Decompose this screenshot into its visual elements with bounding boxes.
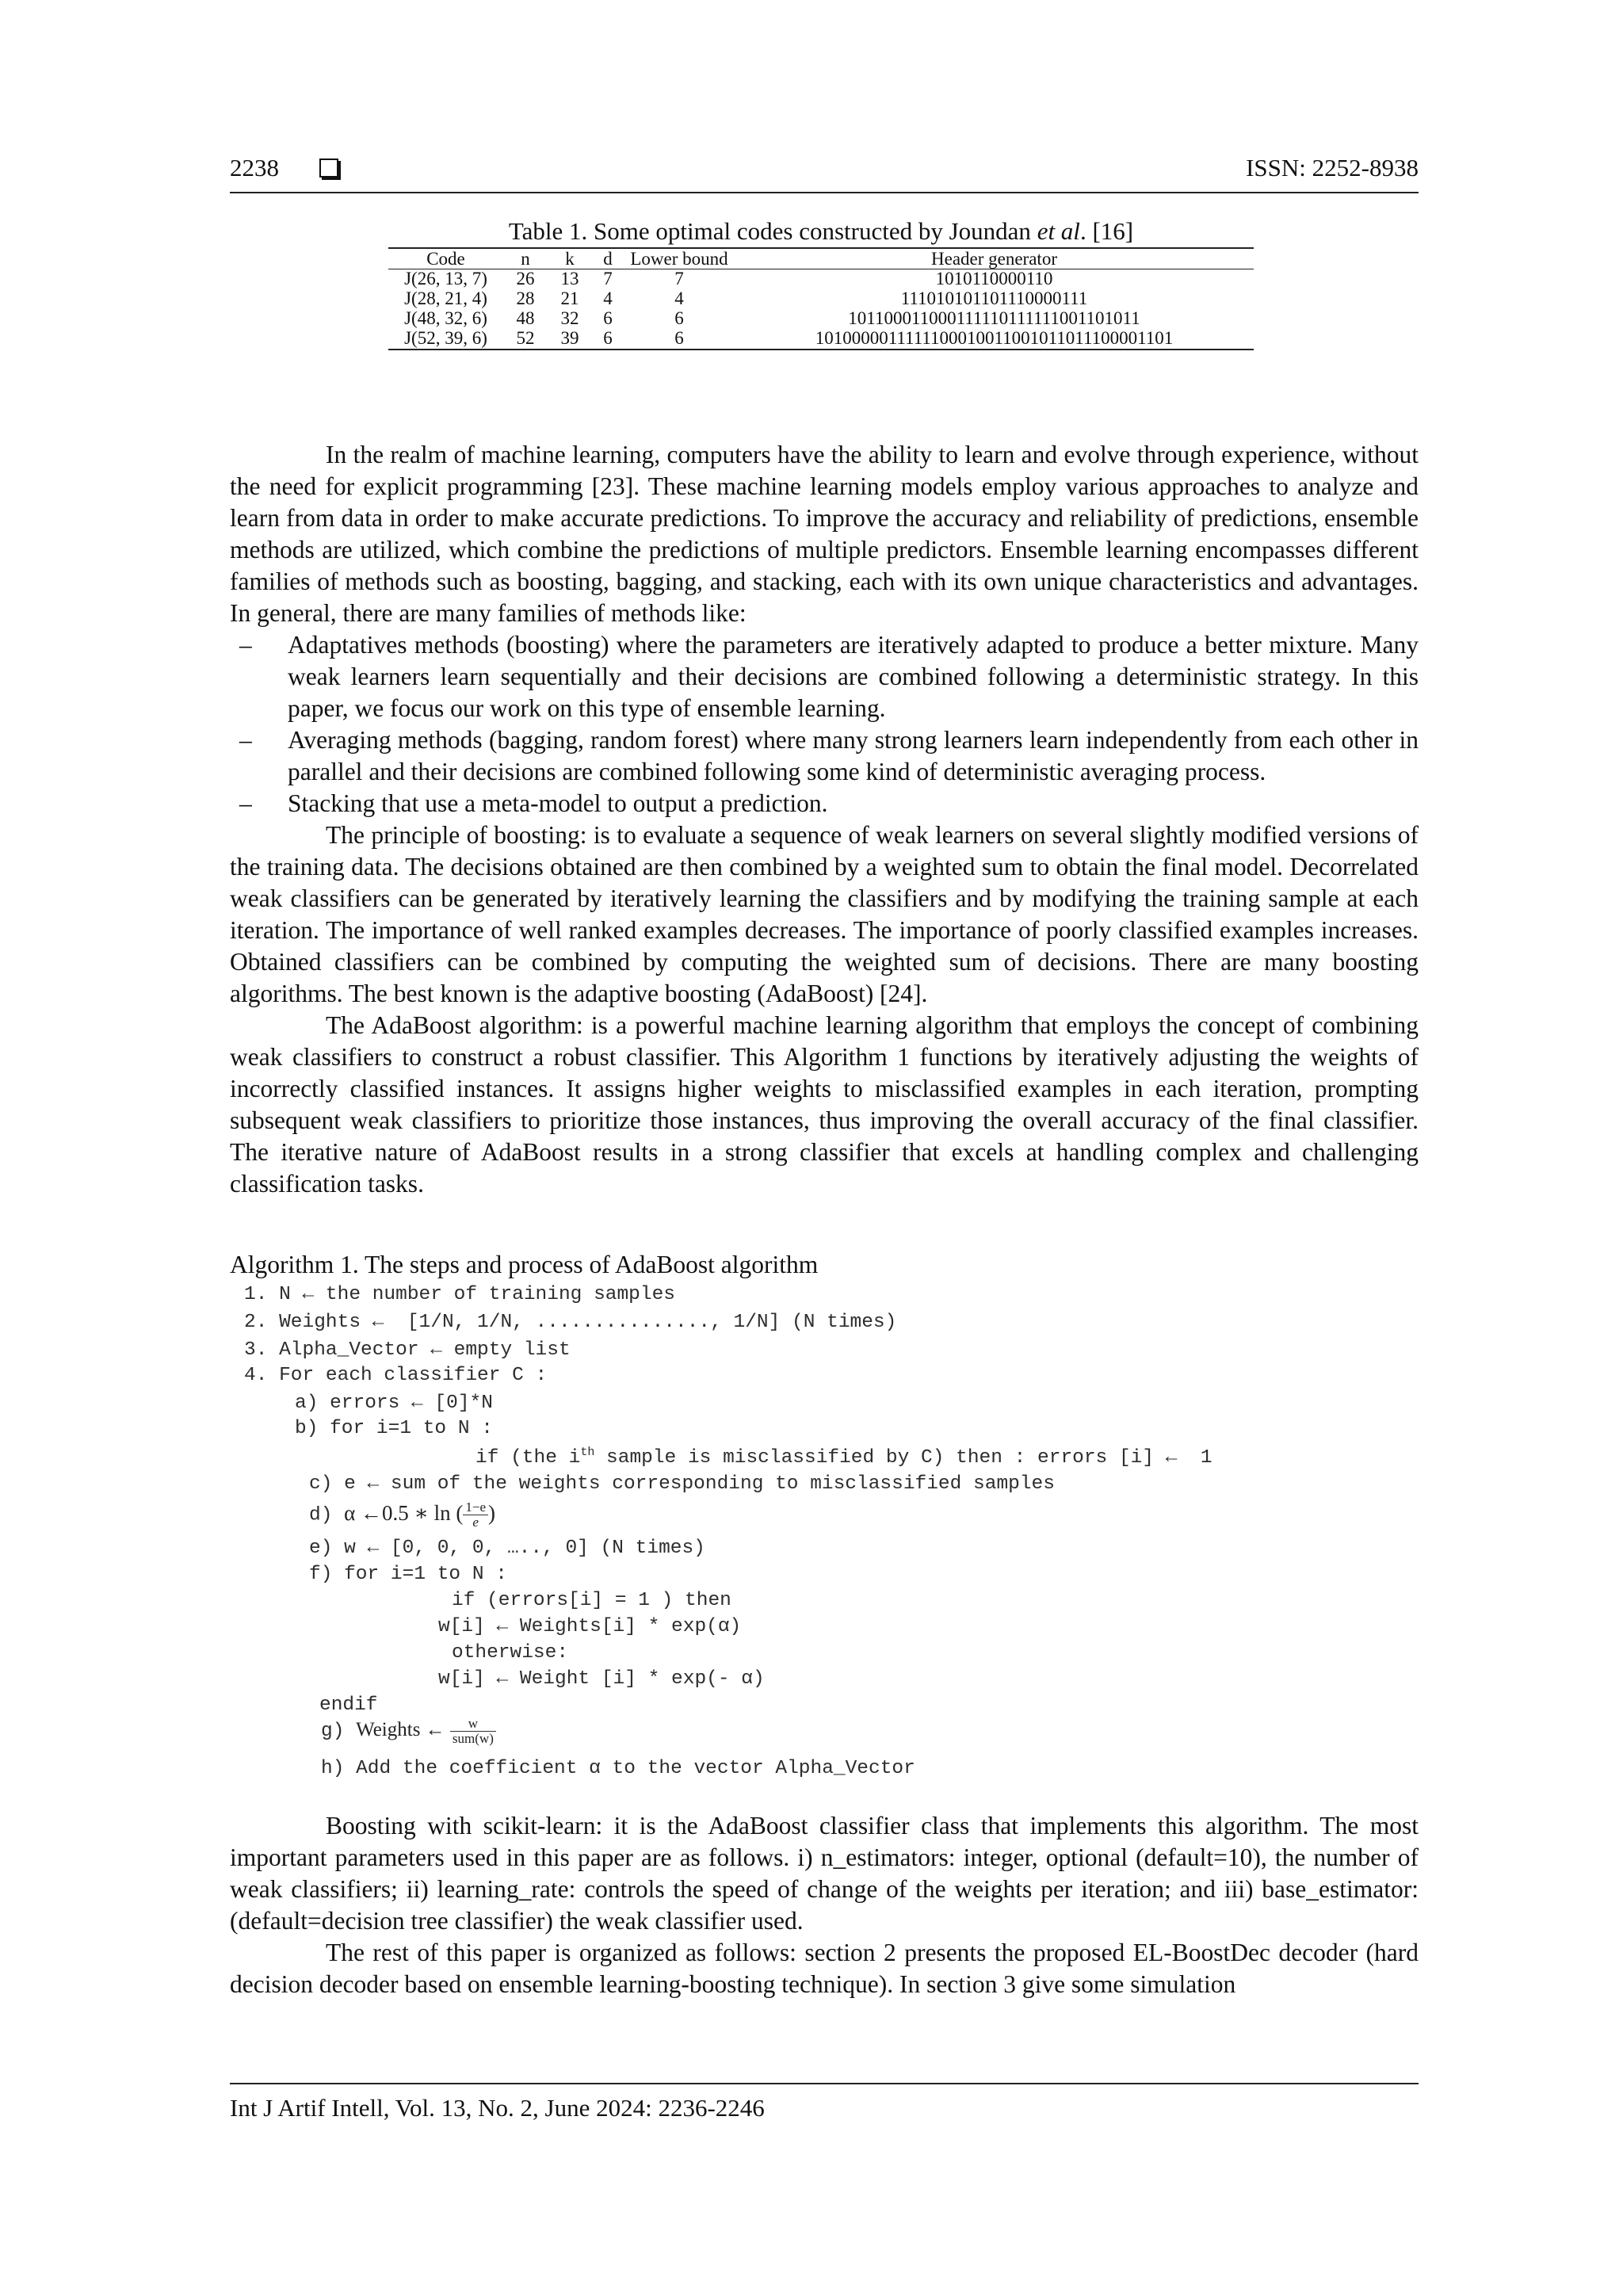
fraction-numerator: 1−e — [463, 1500, 488, 1515]
table-caption — [388, 217, 1254, 247]
formula-text: Weights ← — [356, 1719, 445, 1741]
bullet-dash: – — [239, 789, 252, 817]
table-header-row — [388, 248, 1254, 269]
table-cell: 7 — [674, 269, 684, 288]
algo-line: c) e ← sum of the weights corresponding to misclassified samples — [309, 1473, 1055, 1495]
table-cell: 1010110000110 — [935, 269, 1053, 288]
table-cell: 28 — [516, 288, 535, 308]
table-cell: 48 — [516, 308, 535, 328]
table-cell: 13 — [560, 269, 579, 288]
table-caption-text: Table 1. Some optimal codes constructed by Joundan — [508, 217, 1037, 245]
algo-line: 4. For each classifier C : — [244, 1365, 548, 1386]
table-1 — [388, 217, 1254, 350]
adaboost-paragraph: The AdaBoost algorithm: is a powerful machine learning algorithm that employs the concept of combining weak classifiers to construct a robust classifier. This Algorithm 1 functions by iteratively adjusting the weights of incorrectly classified instances. It assigns higher weights to misclassified examples in each iteration, prompting subsequent weak classifiers to prioritize those instances, thus improving the overall accuracy of the final classifier. The iterative nature of AdaBoost results in a strong classifier that excels at handling complex and challenging classification tasks. — [230, 1011, 1419, 1198]
organization-paragraph: The rest of this paper is organized as follows: section 2 presents the proposed EL-BoostDec decoder (hard decision decoder based on ensemble learning-boosting technique). In section 3 give some simulation — [230, 1939, 1419, 1998]
table-caption-etal: et al — [1037, 217, 1080, 245]
formula-text: α ←0.5 ∗ ln ( — [344, 1500, 464, 1525]
list-item-text: Averaging methods (bagging, random forest) where many strong learners learn independently from each other in parallel and their decisions are combined following some kind of deterministic averaging process. — [288, 726, 1419, 785]
algo-line: 1. N ← the number of training samples — [244, 1284, 675, 1305]
page-number: 2238 — [230, 154, 279, 181]
table-cell: J(52, 39, 6) — [388, 329, 503, 350]
table-cell: 21 — [560, 288, 579, 308]
column-header: k — [548, 248, 592, 269]
superscript-th: th — [580, 1446, 595, 1459]
list-item-text: Adaptatives methods (boosting) where the parameters are iteratively adapted to produce a better mixture. Many weak learners learn sequentially and their decisions are combined following a deterministic strategy. In this paper, we focus our work on this type of ensemble learning. — [288, 631, 1419, 722]
table-cell: 39 — [548, 329, 592, 350]
list-item — [230, 724, 1419, 788]
fraction-denominator: sum(w) — [452, 1731, 494, 1746]
bullet-dash: – — [239, 631, 252, 659]
body-text-bottom — [230, 1810, 1419, 2000]
column-header: Lower bound — [624, 248, 735, 269]
algo-text: if (the i — [475, 1447, 581, 1469]
formula-text: ) — [488, 1500, 495, 1525]
column-header: n — [503, 248, 548, 269]
algo-line-alpha — [309, 1500, 495, 1530]
algo-line-weights — [321, 1717, 496, 1746]
table-cell: 6 — [592, 329, 624, 350]
page-footer: Int J Artif Intell, Vol. 13, No. 2, June 2024: 2236-2246 — [230, 2083, 1419, 2122]
algo-line: if (errors[i] = 1 ) then — [452, 1590, 731, 1611]
algo-step-label: g) — [321, 1721, 345, 1743]
table-cell: 4 — [603, 288, 613, 308]
table-cell: J(26, 13, 7) — [404, 269, 487, 288]
column-header: Code — [388, 248, 503, 269]
methods-list — [230, 629, 1419, 819]
body-text-top — [230, 439, 1419, 1200]
algo-line: 2. Weights ← [1/N, 1/N, ..............., 1/N] (N times) — [244, 1312, 897, 1333]
table-cell: 32 — [560, 308, 579, 328]
table-cell: 26 — [516, 269, 535, 288]
codes-table — [388, 247, 1254, 350]
table-cell: 6 — [624, 329, 735, 350]
algo-line: e) w ← [0, 0, 0, ….., 0] (N times) — [309, 1538, 705, 1559]
algo-line: a) errors ← [0]*N — [295, 1392, 493, 1414]
fraction — [463, 1500, 488, 1530]
intro-paragraph: In the realm of machine learning, computers have the ability to learn and evolve through experience, without the need for explicit programming [23]. These machine learning models employ various approaches to analyze and learn from data in order to make accurate predictions. To improve the accuracy and reliability of predictions, ensemble methods are utilized, which combine the predictions of multiple predictors. Ensemble learning encompasses different families of methods such as boosting, bagging, and stacking, each with its own unique characteristics and advantages. In general, there are many families of methods like: — [230, 441, 1419, 627]
table-cell: J(28, 21, 4) — [404, 288, 487, 308]
column-header: d — [592, 248, 624, 269]
algo-step-label: d) — [309, 1504, 333, 1526]
algo-text: sample is misclassified by C) then : errors [i] ← 1 — [594, 1447, 1212, 1469]
algorithm-title: Algorithm 1. The steps and process of AdaBoost algorithm — [230, 1251, 819, 1278]
fraction-numerator: w — [450, 1717, 496, 1732]
page-header — [230, 151, 1419, 193]
algo-line: f) for i=1 to N : — [309, 1564, 507, 1585]
table-row — [388, 289, 1254, 309]
list-item — [230, 788, 1419, 819]
table-row — [388, 329, 1254, 350]
algo-line: w[i] ← Weights[i] * exp(α) — [438, 1616, 742, 1637]
table-cell: 7 — [603, 269, 613, 288]
algo-line: b) for i=1 to N : — [295, 1418, 493, 1439]
bullet-dash: – — [239, 726, 252, 754]
boosting-paragraph: The principle of boosting: is to evaluate a sequence of weak learners on several slightly modified versions of the training data. The decisions obtained are then combined by a weighted sum to obtain the final model. Decorrelated weak classifiers can be generated by iteratively learning the classifiers and by modifying the training sample at each iteration. The importance of well ranked examples decreases. The importance of poorly classified examples increases. Obtained classifiers can be combined by computing the weighted sum of decisions. There are many boosting algorithms. The best known is the adaptive boosting (AdaBoost) [24]. — [230, 821, 1419, 1007]
algo-line: 3. Alpha_Vector ← empty list — [244, 1339, 571, 1361]
table-row — [388, 269, 1254, 290]
list-item-text: Stacking that use a meta-model to output a prediction. — [288, 789, 828, 817]
algo-line: endif — [319, 1694, 378, 1716]
sklearn-paragraph: Boosting with scikit-learn: it is the AdaBoost classifier class that implements this algorithm. The most important parameters used in this paper are as follows. i) n_estimators: integer, optional (default=10), the number of weak classifiers; ii) learning_rate: controls the speed of change of the weights per iteration; and iii) base_estimator: (default=decision tree classifier) the weak classifier used. — [230, 1812, 1419, 1935]
table-cell: 6 — [603, 308, 613, 328]
issn: ISSN: 2252-8938 — [1246, 154, 1419, 181]
list-item — [230, 629, 1419, 724]
table-cell: J(48, 32, 6) — [404, 308, 487, 328]
column-header: Header generator — [735, 248, 1254, 269]
table-cell: 4 — [674, 288, 684, 308]
table-cell: 101100011000111110111111001101011 — [848, 308, 1140, 328]
table-cell: 52 — [503, 329, 548, 350]
table-cell: 6 — [674, 308, 684, 328]
table-cell: 111010101101110000111 — [900, 288, 1088, 308]
fraction-denominator: e — [472, 1515, 479, 1530]
algo-line: otherwise: — [452, 1642, 569, 1664]
fraction — [450, 1717, 496, 1746]
table-row — [388, 309, 1254, 329]
table-caption-ref: . [16] — [1079, 217, 1134, 245]
weights-formula — [356, 1716, 496, 1746]
square-icon — [319, 159, 338, 178]
algo-line — [475, 1446, 1212, 1469]
alpha-formula — [344, 1499, 495, 1530]
algo-line: w[i] ← Weight [i] * exp(- α) — [438, 1668, 765, 1690]
algo-line: h) Add the coefficient α to the vector Alpha_Vector — [321, 1758, 915, 1779]
table-cell: 1010000011111100010011001011011100001101 — [735, 329, 1254, 350]
